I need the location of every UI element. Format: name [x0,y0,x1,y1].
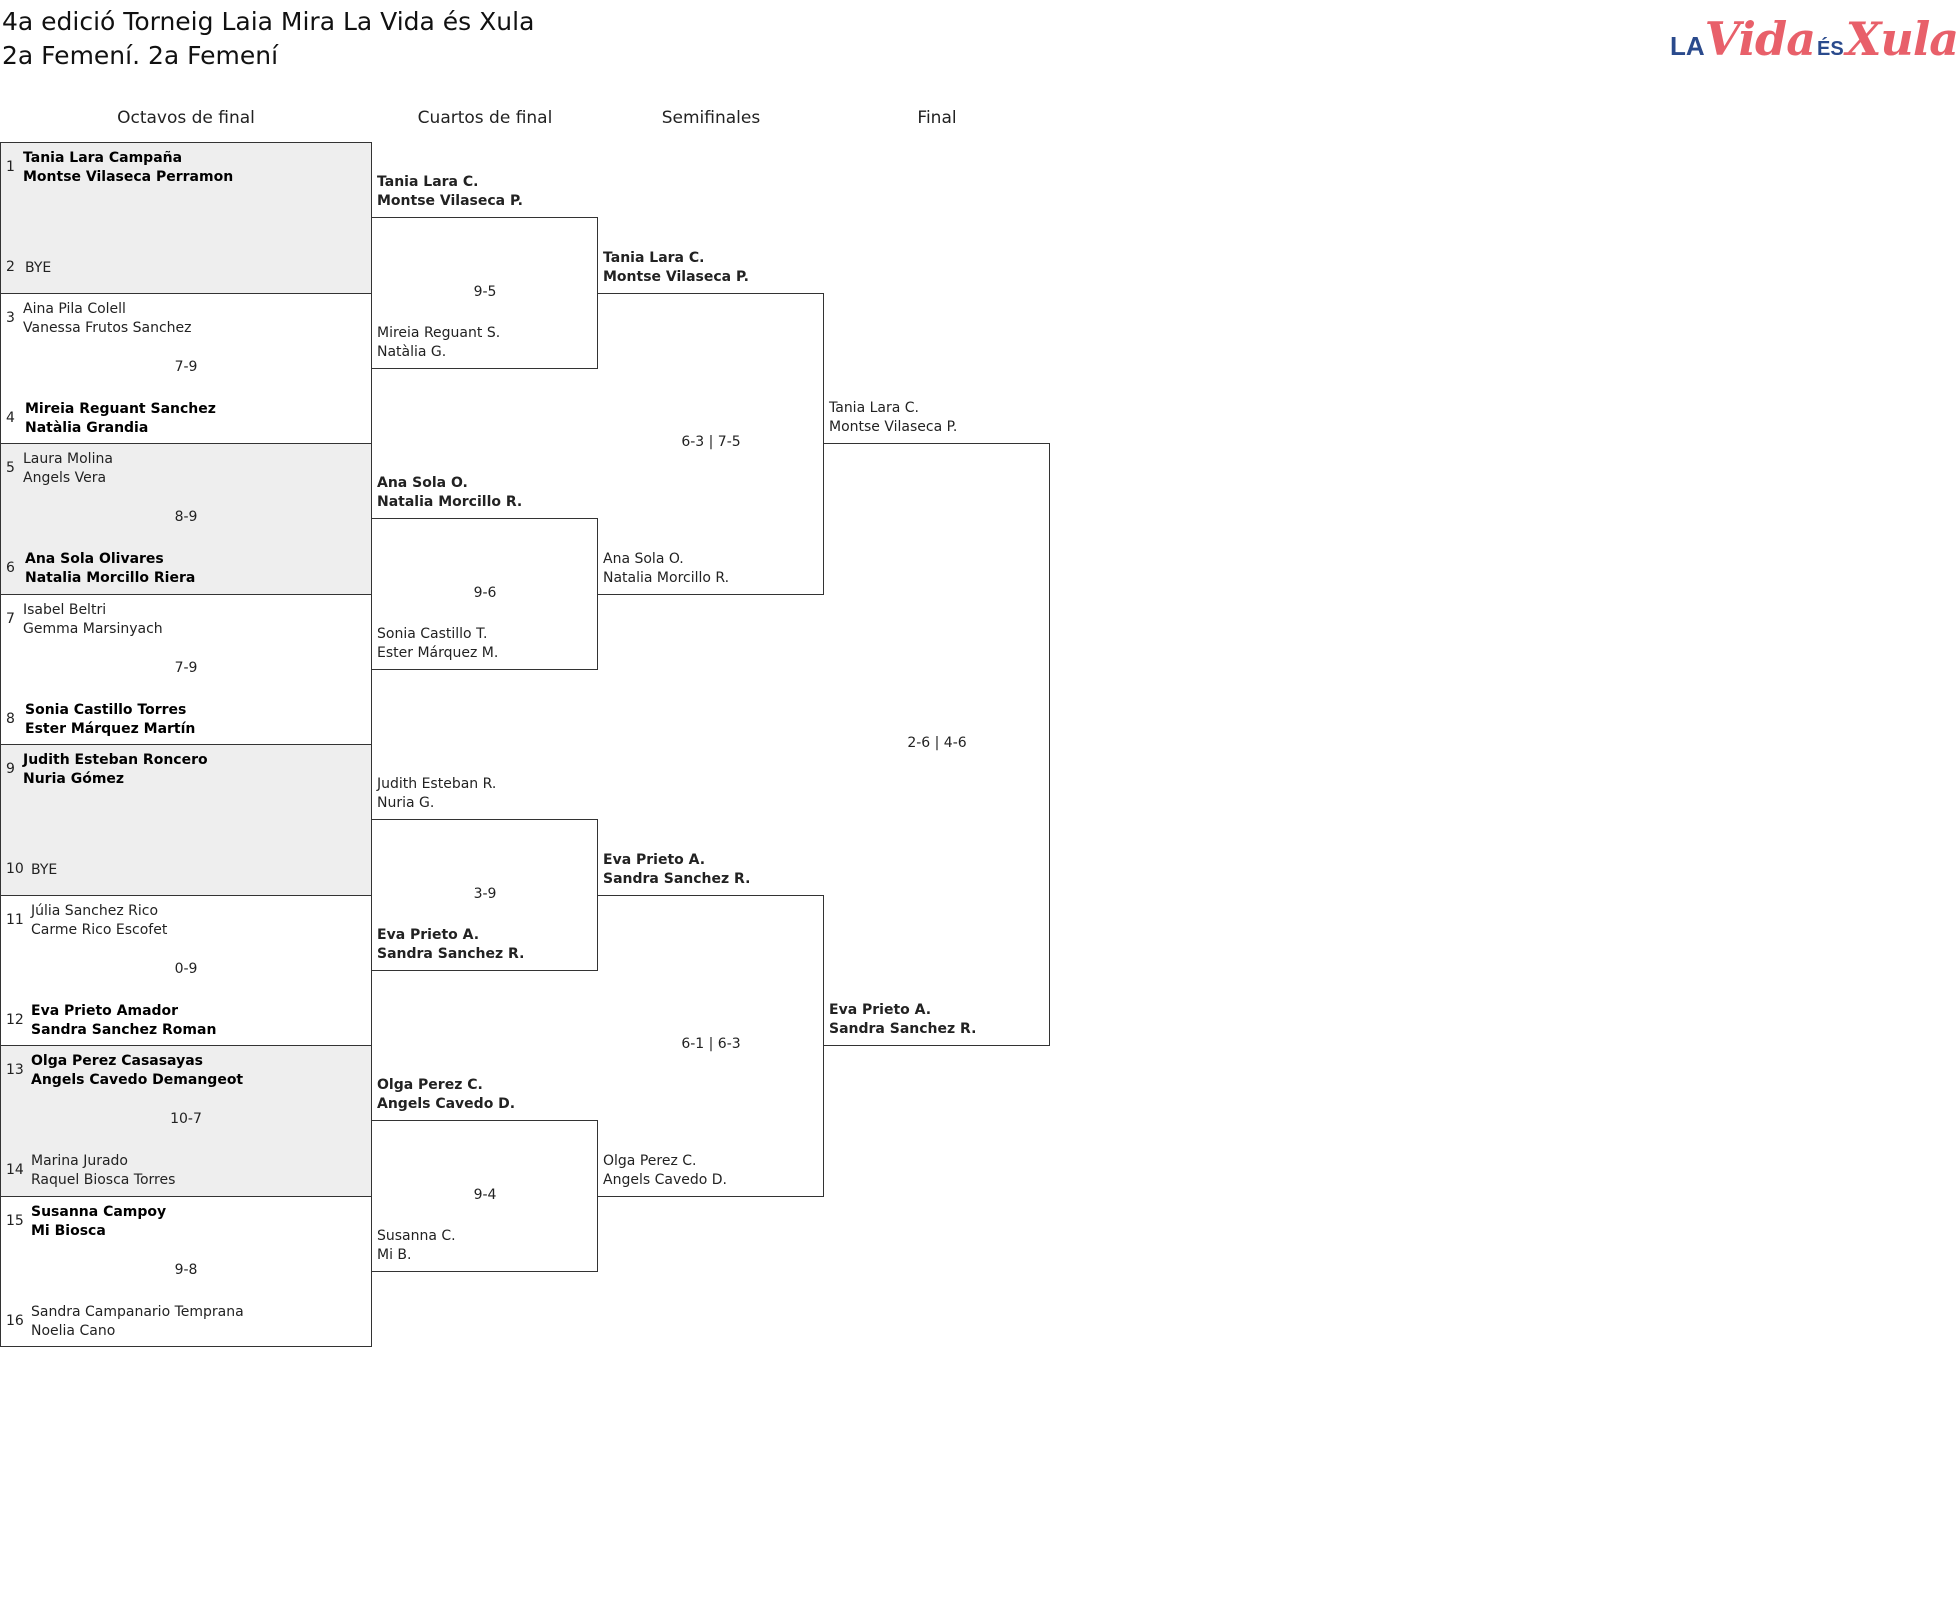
player-name: Nuria Gómez [23,771,125,787]
team-bottom [25,259,51,278]
player-name: Tania Lara C. [377,174,479,191]
r16-match [0,142,372,294]
player-name: Angels Vera [23,470,107,486]
player-name: Sandra Sanchez R. [377,945,525,962]
r16-match [0,1196,372,1348]
player-name: Tania Lara C. [603,249,705,266]
player-name: Sonia Castillo T. [377,625,488,642]
player-name: Nuria G. [377,795,435,812]
player-name: Noelia Cano [31,1322,116,1339]
player-name: Natalia Morcillo R. [603,569,730,586]
player-name: Eva Prieto A. [377,926,480,943]
team-top [23,601,163,639]
player-name: Raquel Biosca Torres [31,1172,176,1188]
team-top [31,1052,243,1090]
r16-match [0,744,372,896]
player-name: Aina Pila Colell [23,300,126,317]
round-header-final: Final [917,108,957,128]
player-name: Sandra Campanario Temprana [31,1303,244,1320]
player-name: Olga Perez C. [603,1152,697,1169]
seed-number: 6 [6,560,15,576]
sf-team-top [603,851,750,889]
seed-number: 16 [6,1312,24,1329]
logo-text-la: LA [1670,31,1705,61]
r16-match [0,293,372,445]
seed-number: 7 [6,610,15,627]
logo-text-es: ÉS [1817,38,1844,60]
final-team-top [829,399,957,437]
tournament-logo [1670,12,1958,72]
team-top [23,450,113,488]
final-team-bottom [829,1001,976,1039]
player-name: Eva Prieto Amador [31,1002,179,1019]
player-name: Olga Perez C. [377,1077,483,1094]
qf-team-bottom [377,926,524,964]
player-name: Marina Jurado [31,1153,128,1169]
match-score: 6-3 | 7-5 [681,434,741,450]
player-name: BYE [25,260,52,276]
player-name: Ester Márquez M. [377,644,499,661]
player-name: Angels Cavedo D. [603,1171,727,1188]
round-header-r16: Octavos de final [117,108,255,128]
player-name: Montse Vilaseca P. [603,268,750,285]
player-name: Carme Rico Escofet [31,921,168,938]
sf-team-top [603,249,749,287]
player-name: Natàlia G. [377,343,447,360]
match-score: 8-9 [174,509,198,525]
player-name: Natalia Morcillo R. [377,494,523,511]
tournament-title: 4a edició Torneig Laia Mira La Vida és Xula [2,7,535,36]
player-name: Angels Cavedo D. [377,1096,516,1113]
team-top [23,149,233,187]
player-name: BYE [31,862,58,878]
team-top [31,902,167,940]
team-bottom [31,861,57,880]
logo-text-vida: Vida [1704,12,1815,66]
match-score: 3-9 [473,885,497,902]
team-top [31,1203,166,1241]
player-name: Montse Vilaseca P. [377,193,524,210]
r16-match [0,443,372,595]
seed-number: 11 [6,911,24,928]
match-score: 9-6 [473,584,497,601]
team-bottom [25,550,195,588]
category-title: 2a Femení. 2a Femení [2,41,279,70]
player-name: Judith Esteban Roncero [23,752,208,768]
seed-number: 5 [6,460,15,476]
match-score: 0-9 [174,960,198,977]
player-name: Tania Lara Campaña [23,150,183,166]
player-name: Natalia Morcillo Riera [25,570,196,586]
seed-number: 1 [6,159,15,175]
sf-team-bottom [603,1152,727,1190]
r16-match [0,895,372,1047]
logo-text-xula: Xula [1845,12,1958,66]
team-top [23,751,208,789]
player-name: Ester Márquez Martín [25,720,196,737]
seed-number: 15 [6,1212,24,1229]
team-top [23,300,192,338]
player-name: Montse Vilaseca P. [829,419,958,435]
match-score: 7-9 [174,358,198,375]
qf-team-bottom [377,625,498,663]
player-name: Mireia Reguant S. [377,324,501,341]
match-score: 9-4 [473,1186,497,1203]
match-score: 9-5 [473,283,497,300]
player-name: Isabel Beltri [23,601,107,618]
player-name: Susanna Campoy [31,1203,167,1220]
match-score: 10-7 [170,1111,202,1127]
player-name: Eva Prieto A. [603,851,706,868]
player-name: Sandra Sanchez Roman [31,1021,217,1038]
round-header-sf: Semifinales [661,108,761,128]
qf-team-top [377,1076,515,1114]
player-name: Sandra Sanchez R. [603,870,751,887]
player-name: Natàlia Grandia [25,419,149,436]
round-header-qf: Cuartos de final [417,108,553,128]
team-bottom [31,1303,244,1341]
player-name: Laura Molina [23,451,113,467]
player-name: Mi B. [377,1246,412,1263]
player-name: Sandra Sanchez R. [829,1021,977,1037]
sf-team-bottom [603,550,729,588]
player-name: Judith Esteban R. [377,776,497,793]
player-name: Vanessa Frutos Sanchez [23,319,192,336]
match-score: 7-9 [174,659,198,676]
seed-number: 8 [6,710,15,727]
player-name: Ana Sola Olivares [25,551,164,567]
qf-team-top [377,474,522,512]
team-bottom [25,400,216,438]
player-name: Susanna C. [377,1227,456,1244]
match-score: 2-6 | 4-6 [907,735,967,751]
player-name: Gemma Marsinyach [23,620,163,637]
seed-number: 2 [6,259,15,275]
qf-team-top [377,173,523,211]
player-name: Ana Sola O. [377,475,468,492]
team-bottom [25,701,195,739]
seed-number: 12 [6,1011,24,1028]
seed-number: 10 [6,861,24,877]
seed-number: 4 [6,409,15,426]
match-score: 9-8 [174,1261,198,1278]
player-name: Angels Cavedo Demangeot [31,1072,244,1088]
seed-number: 9 [6,761,15,777]
player-name: Tania Lara C. [829,400,919,416]
qf-team-bottom [377,324,500,362]
player-name: Mi Biosca [31,1222,106,1239]
player-name: Sonia Castillo Torres [25,701,187,718]
team-bottom [31,1002,216,1040]
qf-team-top [377,775,496,813]
player-name: Júlia Sanchez Rico [31,902,159,919]
match-score: 6-1 | 6-3 [681,1036,741,1052]
player-name: Ana Sola O. [603,550,684,567]
seed-number: 13 [6,1062,24,1078]
player-name: Eva Prieto A. [829,1002,932,1018]
qf-team-bottom [377,1227,456,1265]
seed-number: 3 [6,309,15,326]
r16-match [0,1045,372,1197]
player-name: Mireia Reguant Sanchez [25,400,216,417]
seed-number: 14 [6,1162,24,1178]
player-name: Montse Vilaseca Perramon [23,169,234,185]
r16-match [0,594,372,746]
team-bottom [31,1152,175,1190]
player-name: Olga Perez Casasayas [31,1053,203,1069]
